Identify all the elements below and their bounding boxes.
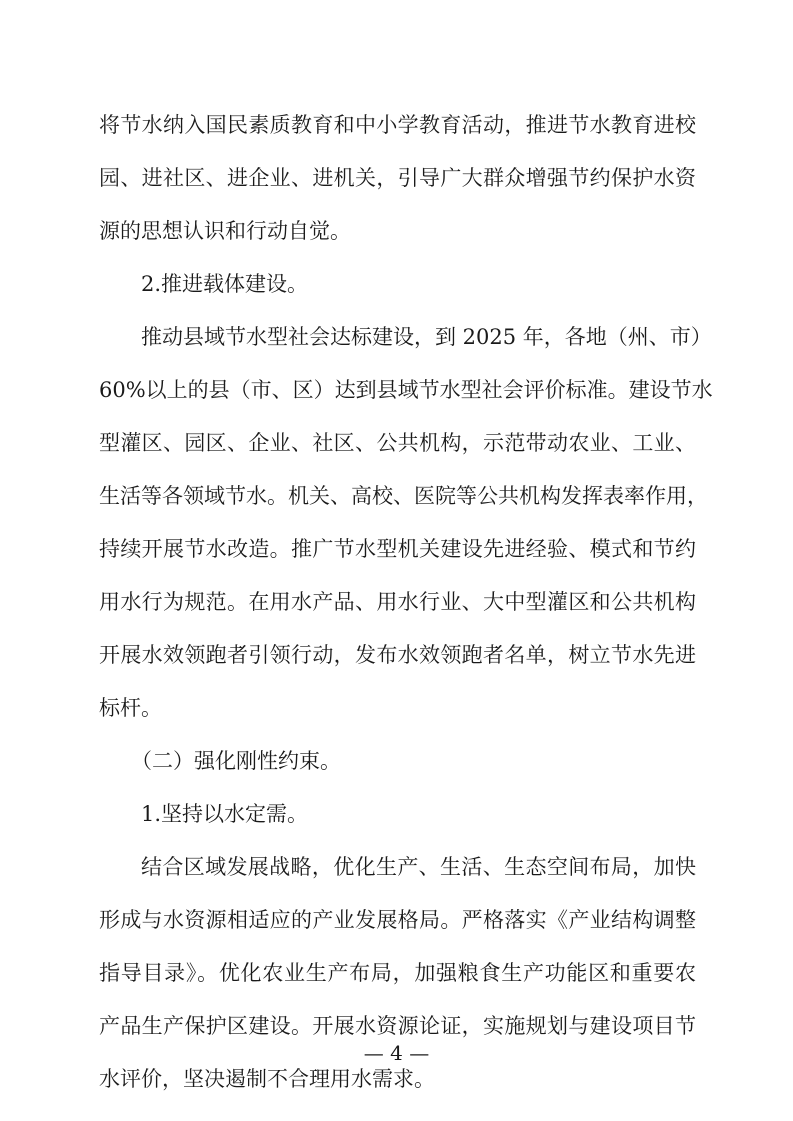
body-line-12: 标杆。	[99, 696, 162, 720]
page-number: — 4 —	[363, 1041, 430, 1065]
section-heading: （二）强化刚性约束。	[131, 749, 341, 773]
body-line-1: 将节水纳入国民素质教育和中小学教育活动，推进节水教育进校	[99, 113, 696, 137]
body-line-19: 水评价，坚决遏制不合理用水需求。	[99, 1067, 435, 1091]
body-line-3: 源的思想认识和行动自觉。	[99, 219, 351, 243]
body-line-11: 开展水效领跑者引领行动，发布水效领跑者名单，树立节水先进	[99, 643, 696, 667]
body-line-6: 60%以上的县（市、区）达到县域节水型社会评价标准。建设节水	[99, 378, 713, 402]
subheading-2: 2.推进载体建设。	[141, 272, 309, 296]
subheading-1: 1.坚持以水定需。	[141, 802, 309, 826]
body-line-15: 结合区域发展战略，优化生产、生活、生态空间布局，加快	[141, 855, 696, 879]
body-line-10: 用水行为规范。在用水产品、用水行业、大中型灌区和公共机构	[99, 590, 696, 614]
body-line-9: 持续开展节水改造。推广节水型机关建设先进经验、模式和节约	[99, 537, 696, 561]
body-line-2: 园、进社区、进企业、进机关，引导广大群众增强节约保护水资	[99, 166, 696, 190]
body-line-7: 型灌区、园区、企业、社区、公共机构，示范带动农业、工业、	[99, 431, 696, 455]
body-line-18: 产品生产保护区建设。开展水资源论证，实施规划与建设项目节	[99, 1014, 696, 1038]
body-line-8: 生活等各领域节水。机关、高校、医院等公共机构发挥表率作用，	[99, 484, 708, 508]
body-line-17: 指导目录》。优化农业生产布局，加强粮食生产功能区和重要农	[99, 961, 696, 985]
body-line-5: 推动县域节水型社会达标建设，到 2025 年，各地（州、市）	[141, 325, 712, 349]
body-line-16: 形成与水资源相适应的产业发展格局。严格落实《产业结构调整	[99, 908, 696, 932]
